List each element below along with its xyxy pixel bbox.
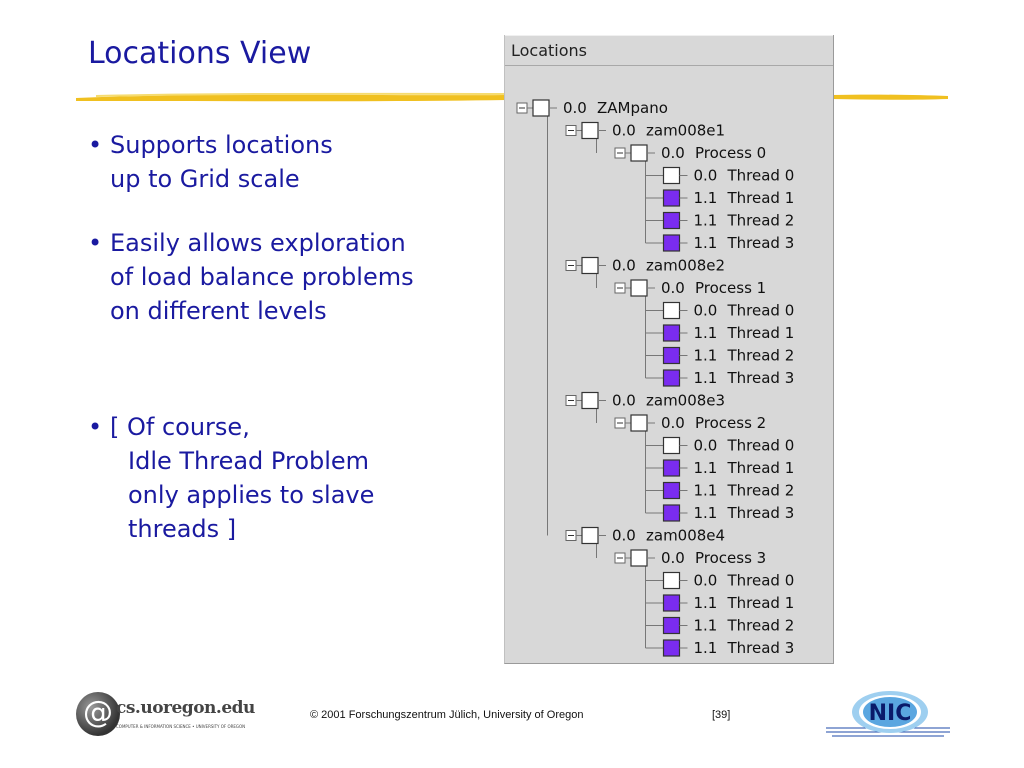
tree-node-label: Thread 2 (727, 616, 795, 635)
bullet-line: of load balance problems (110, 263, 414, 291)
bullet-line: Supports locations (110, 131, 333, 159)
tree-node-value: 0.0 (693, 166, 718, 185)
tree-node-label: Thread 0 (727, 301, 795, 320)
purple-severity-box (664, 348, 680, 364)
tree-node-label: Thread 0 (727, 166, 795, 185)
tree-node-label: zam008e2 (646, 256, 726, 275)
purple-severity-box (664, 325, 680, 341)
tree-node-label: Thread 0 (727, 571, 795, 590)
tree-node[interactable] (646, 234, 795, 252)
purple-severity-box (664, 505, 680, 521)
white-severity-box (664, 573, 680, 589)
white-severity-box (533, 100, 549, 116)
tree-node[interactable] (615, 414, 766, 432)
white-severity-box (631, 415, 647, 431)
tree-node-value: 1.1 (693, 616, 718, 635)
tree-node[interactable] (615, 279, 766, 297)
tree-node-label: Process 2 (695, 414, 767, 432)
tree-node[interactable] (646, 504, 795, 522)
tree-node-label: ZAMpano (597, 99, 668, 117)
purple-severity-box (664, 483, 680, 499)
tree-node[interactable] (646, 594, 795, 612)
bullet-line: [ Of course, (110, 413, 250, 441)
tree-node-label: Thread 2 (727, 346, 795, 365)
tree-node[interactable] (646, 639, 795, 657)
locations-tree[interactable] (505, 66, 833, 663)
logo-domain-text: cs.uoregon.edu (116, 698, 255, 718)
tree-node-label: Thread 1 (727, 594, 795, 612)
tree-node-label: Thread 0 (727, 436, 795, 455)
tree-node[interactable] (646, 212, 795, 230)
tree-node[interactable] (646, 482, 795, 500)
footer-copyright: © 2001 Forschungszentrum Jülich, University of Oregon (310, 709, 584, 721)
tree-node[interactable] (615, 144, 766, 162)
tree-node-value: 0.0 (661, 414, 685, 432)
purple-severity-box (664, 370, 680, 386)
tree-node-label: zam008e3 (646, 391, 726, 410)
white-severity-box (631, 145, 647, 161)
tree-node[interactable] (646, 572, 795, 590)
purple-severity-box (664, 190, 680, 206)
tree-node-label: zam008e4 (646, 526, 726, 545)
white-severity-box (582, 393, 598, 409)
uoregon-logo (76, 692, 255, 738)
tree-node-value: 1.1 (693, 639, 718, 657)
tree-node[interactable] (646, 324, 795, 342)
tree-node-value: 0.0 (693, 571, 718, 590)
tree-node[interactable] (566, 122, 725, 140)
tree-node-label: zam008e1 (646, 121, 726, 140)
tree-node[interactable] (646, 437, 795, 455)
tree-node-value: 0.0 (563, 99, 587, 117)
tree-node-label: Thread 2 (727, 211, 795, 230)
tree-node[interactable] (646, 459, 795, 477)
white-severity-box (582, 528, 598, 544)
tree-node-value: 1.1 (693, 211, 718, 230)
tree-node-value: 1.1 (693, 459, 718, 477)
nic-logo (826, 690, 950, 738)
tree-node[interactable] (615, 549, 766, 567)
bullet-line: threads ] (128, 515, 237, 543)
bullet-line: Idle Thread Problem (128, 447, 370, 475)
page-number: [39] (712, 709, 731, 721)
tree-node-label: Thread 3 (727, 234, 795, 252)
tree-node-value: 0.0 (661, 144, 685, 162)
nic-logo-text: NIC (868, 701, 912, 726)
purple-severity-box (664, 460, 680, 476)
white-severity-box (631, 280, 647, 296)
bullet-item (88, 226, 458, 328)
tree-node-value: 0.0 (612, 121, 636, 140)
bullet-dot: • (88, 131, 103, 159)
tree-node-label: Thread 1 (727, 324, 795, 342)
bullet-item (88, 128, 458, 196)
tree-node-value: 0.0 (612, 256, 636, 275)
logo-tagline: COMPUTER & INFORMATION SCIENCE • UNIVERSITY OF OREGON (116, 724, 246, 729)
at-sign-icon: @ (76, 692, 120, 736)
purple-severity-box (664, 595, 680, 611)
slide-title: Locations View (88, 36, 312, 71)
tree-node[interactable] (646, 617, 795, 635)
tree-node[interactable] (566, 527, 725, 545)
purple-severity-box (664, 213, 680, 229)
locations-panel (504, 35, 834, 664)
tree-node-value: 1.1 (693, 234, 718, 252)
tree-node-label: Thread 3 (727, 369, 795, 387)
bullet-line: only applies to slave (128, 481, 375, 509)
tree-node[interactable] (517, 99, 668, 117)
tree-node-value: 0.0 (661, 549, 685, 567)
tree-node[interactable] (646, 302, 795, 320)
tree-node-value: 0.0 (693, 436, 718, 455)
tree-node-value: 0.0 (612, 391, 636, 410)
purple-severity-box (664, 235, 680, 251)
bullet-line: up to Grid scale (110, 165, 300, 193)
white-severity-box (664, 438, 680, 454)
bullet-list (88, 128, 458, 546)
tree-node-label: Process 0 (695, 144, 767, 162)
bullet-line: Easily allows exploration (110, 229, 406, 257)
tree-node-value: 1.1 (693, 481, 718, 500)
tree-node-value: 0.0 (693, 301, 718, 320)
purple-severity-box (664, 640, 680, 656)
tree-node[interactable] (646, 369, 795, 387)
panel-title-bar (505, 35, 833, 66)
tree-node[interactable] (646, 347, 795, 365)
bullet-item (88, 410, 458, 546)
purple-severity-box (664, 618, 680, 634)
bullet-line: on different levels (110, 297, 327, 325)
tree-node[interactable] (566, 392, 725, 410)
tree-node-value: 1.1 (693, 324, 718, 342)
tree-node-label: Thread 3 (727, 504, 795, 522)
tree-node-value: 1.1 (693, 189, 718, 207)
tree-node-label: Thread 3 (727, 639, 795, 657)
tree-node-label: Process 1 (695, 279, 767, 297)
tree-node-value: 1.1 (693, 594, 718, 612)
panel-title: Locations (511, 41, 588, 60)
bullet-dot: • (88, 229, 103, 257)
tree-node-label: Thread 2 (727, 481, 795, 500)
white-severity-box (582, 123, 598, 139)
tree-node-value: 0.0 (661, 279, 685, 297)
tree-node-value: 1.1 (693, 504, 718, 522)
tree-node-value: 1.1 (693, 369, 718, 387)
white-severity-box (664, 303, 680, 319)
tree-node-label: Thread 1 (727, 189, 795, 207)
bullet-dot: • (88, 413, 103, 441)
tree-node[interactable] (566, 257, 725, 275)
white-severity-box (631, 550, 647, 566)
tree-node-label: Thread 1 (727, 459, 795, 477)
tree-node[interactable] (646, 189, 795, 207)
tree-node-value: 0.0 (612, 526, 636, 545)
tree-node-label: Process 3 (695, 549, 767, 567)
white-severity-box (582, 258, 598, 274)
white-severity-box (664, 168, 680, 184)
tree-node-value: 1.1 (693, 346, 718, 365)
tree-node[interactable] (646, 167, 795, 185)
